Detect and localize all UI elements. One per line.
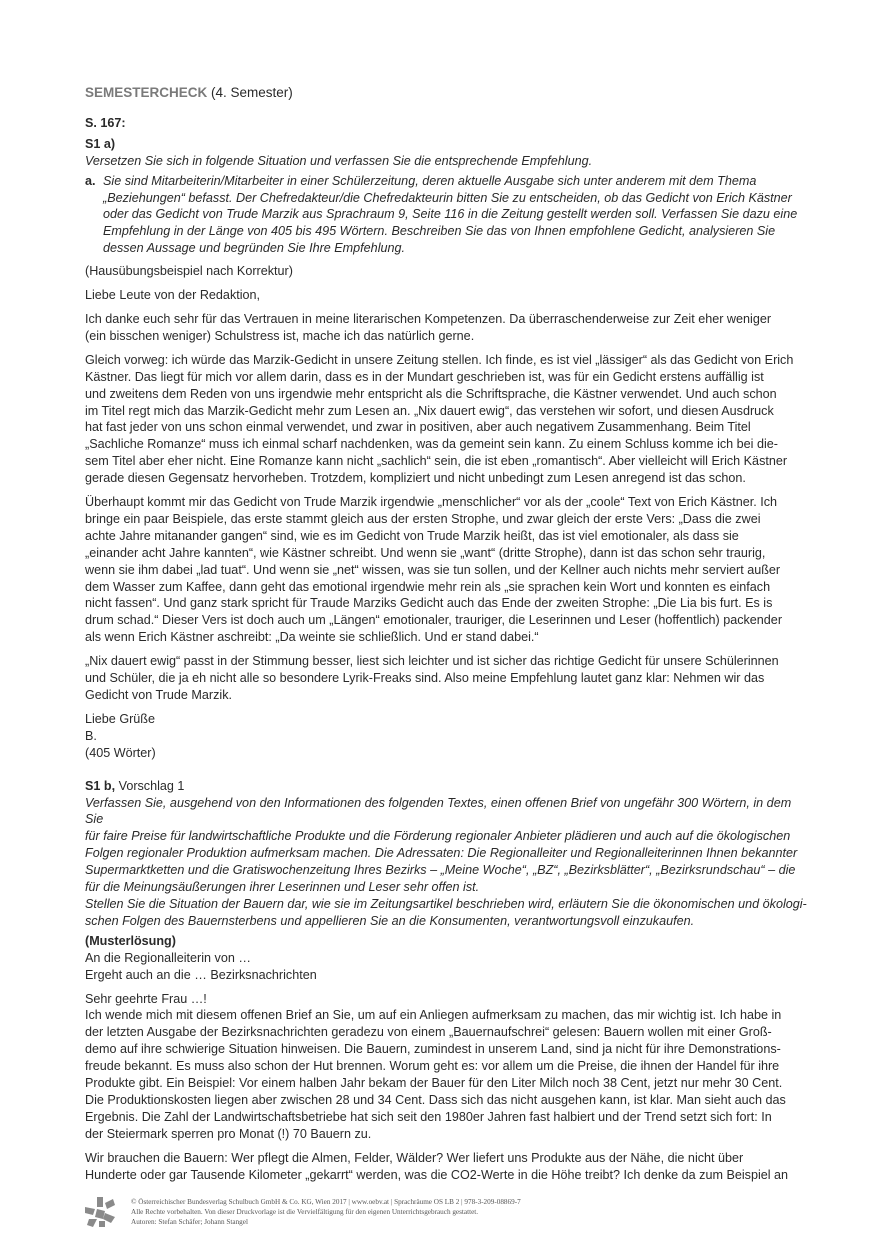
footer-line: Alle Rechte vorbehalten. Von dieser Druckvorlage ist die Vervielfältigung für den eigenen Unterrichtsgebrauch gestattet. — [131, 1208, 479, 1216]
text-line: Gleich vorweg: ich würde das Marzik-Gedicht in unsere Zeitung stellen. Ich finde, es ist viel „lässiger“ als das Gedicht von Erich — [85, 352, 794, 367]
letter-closing — [85, 711, 807, 762]
section-s1a-heading: S1 a) — [85, 136, 116, 151]
title-bold: SEMESTERCHECK — [85, 85, 208, 100]
letter-paragraph — [85, 1150, 807, 1184]
text-line: im Titel regt mich das Marzik-Gedicht mehr zum Lesen an. „Nix dauert ewig“, das verstehen wir sofort, und diesen Ausdruck — [85, 403, 774, 418]
text-line: der letzten Ausgabe der Bezirksnachrichten geradezu von einem „Bauernaufschrei“ gelesen: Bauern wollen mit einer Groß- — [85, 1025, 772, 1040]
text-line: Die Produktionskosten liegen aber zwischen 28 und 34 Cent. Dass sich das nicht ausgehen kann, ist klar. Man sieht auch das — [85, 1092, 786, 1107]
text-line: Überhaupt kommt mir das Gedicht von Trude Marzik irgendwie „menschlicher“ vor als der „coole“ Text von Erich Kästner. Ich — [85, 495, 777, 510]
task-line: Sie sind Mitarbeiterin/Mitarbeiter in einer Schülerzeitung, deren aktuelle Ausgabe sich unter anderem mit dem Thema — [103, 173, 757, 188]
s1b-heading-bold: S1 b, — [85, 778, 116, 793]
text-line: als wenn Erich Kästner aschreibt: „Da weinte sie schließlich. Und er stand dabei.“ — [85, 630, 539, 645]
text-line: achte Jahre mitanander gangen“ sind, wie es im Gedicht von Trude Marzik heißt, das ist viel emotionaler, als dass sie — [85, 528, 739, 543]
text-line: hat fast jeder von uns schon einmal verwendet, und zwar in positiven, aber auch negativem Zusammenhang. Beim Titel — [85, 420, 751, 435]
letter-address — [85, 950, 807, 984]
text-line: „Nix dauert ewig“ passt in der Stimmung besser, liest sich leichter und ist sicher das richtige Gedicht für unsere Schülerinnen — [85, 654, 779, 669]
closing-line: Liebe Grüße — [85, 711, 156, 726]
address-line: Ergeht auch an die … Bezirksnachrichten — [85, 967, 317, 982]
text-line: demo auf ihre schwierige Situation hinweisen. Die Bauern, zumindest in unserem Land, sind ja nicht für ihre Demonstrations- — [85, 1042, 781, 1057]
text-line: und zweitens dem Reden von uns irgendwie mehr entspricht als die Schriftsprache, die Kästner verwendet. Und auch schon — [85, 386, 777, 401]
footer-line: © Österreichischer Bundesverlag Schulbuch GmbH & Co. KG, Wien 2017 | www.oebv.at | Sprachräume OS LB 2 | 978-3-209-08869-7 — [131, 1198, 521, 1206]
task-line: Empfehlung in der Länge von 405 bis 495 Wörtern. Beschreiben Sie das von Ihnen empfohlene Gedicht, analysieren Sie — [103, 224, 776, 239]
text-line: bringe ein paar Beispiele, das erste stammt gleich aus der ersten Strophe, und zwar gleich der erste Vers: „Dass die zwei — [85, 511, 761, 526]
letter-paragraph — [85, 311, 807, 345]
text-line: Gedicht von Trude Marzik. — [85, 688, 232, 702]
text-line: Ergebnis. Die Zahl der Landwirtschaftsbetriebe hat sich seit den 1980er Jahren fast halbiert und der Trend setzt sich fort: In — [85, 1109, 772, 1124]
s1a-note: (Hausübungsbeispiel nach Korrektur) — [85, 264, 293, 279]
text-line: nicht fassen“. Und ganz stark spricht für Traude Marziks Gedicht auch das Ende der zweiten Strophe: „Die Lia bis furt. Es is — [85, 596, 773, 611]
task-line: oder das Gedicht von Trude Marzik aus Sprachraum 9, Seite 116 in die Zeitung gestellt werden soll. Verfassen Sie dazu eine — [103, 207, 798, 222]
instruction-line: Folgen regionaler Produktion aufmerksam machen. Die Adressaten: Die Regionalleiter und Regionalleiterinnen Ihnen bekannter — [85, 846, 798, 861]
text-line: „einander acht Jahre kannten“, wie Kästner schreibt. Und wenn sie „want“ (dritte Strophe), dann ist das schon sehr traurig, — [85, 545, 766, 560]
letter-paragraph — [85, 494, 807, 646]
footer-copyright — [131, 1197, 521, 1227]
section-s1b-heading — [85, 778, 807, 795]
text-line: (ein bisschen weniger) Schulstress ist, mache ich das natürlich gerne. — [85, 328, 475, 343]
instruction-line: Verfassen Sie, ausgehend von den Informationen des folgenden Textes, einen offenen Brief von ungefähr 300 Wörtern, in dem Sie — [85, 795, 792, 827]
text-line: der Steiermark sperren pro Monat (!) 70 Bauern zu. — [85, 1126, 372, 1141]
task-line: dessen Aussage und begründen Sie Ihre Empfehlung. — [103, 241, 405, 256]
s1a-task — [85, 173, 807, 258]
text-line: wenn sie ihm dabei „lad tuat“. Und wenn sie „net“ wissen, was sie tun sollen, und der Kellner auch nichts mehr serviert außer — [85, 562, 781, 577]
page-title — [85, 85, 807, 102]
letter-paragraph — [85, 352, 807, 487]
footer-line: Autoren: Stefan Schäfer; Johann Stangel — [131, 1218, 248, 1226]
title-semester: (4. Semester) — [207, 85, 293, 100]
task-label: a. — [85, 173, 96, 188]
text-line: Ich wende mich mit diesem offenen Brief an Sie, um auf ein Anliegen aufmerksam zu machen, das mir wichtig ist. Ich habe in — [85, 1008, 782, 1023]
s1a-instruction: Versetzen Sie sich in folgende Situation und verfassen Sie die entsprechende Empfehlung. — [85, 153, 593, 168]
signature: B. — [85, 728, 97, 743]
s1b-instruction — [85, 795, 807, 930]
oebv-logo-icon — [85, 1197, 115, 1227]
letter-paragraph — [85, 1007, 807, 1142]
text-line: Kästner. Das liegt für mich vor allem darin, dass es in der Mundart geschrieben ist, was für ein Gedicht erstens auffällig ist — [85, 369, 764, 384]
page-reference: S. 167: — [85, 115, 126, 130]
instruction-line: schen Folgen des Bauernsterbens und appellieren Sie an die Konsumenten, verantwortungsvoll einzukaufen. — [85, 913, 695, 928]
text-line: „Sachliche Romanze“ muss ich einmal scharf nachdenken, was da gemeint sein kann. Zu einem Schluss komme ich bei die- — [85, 437, 778, 452]
letter-salutation: Sehr geehrte Frau …! — [85, 991, 207, 1006]
instruction-line: für faire Preise für landwirtschaftliche Produkte und die Förderung regionaler Anbieter plädieren und auch auf die ökologischen — [85, 829, 791, 844]
word-count: (405 Wörter) — [85, 745, 156, 760]
text-line: sem Titel aber eher nicht. Eine Romanze kann nicht „sachlich“ sein, die ist eben „romantisch“. Aber vielleicht will Erich Kästner — [85, 454, 788, 469]
address-line: An die Regionalleiterin von … — [85, 950, 251, 965]
text-line: gerade diesen Gegensatz hervorheben. Trotzdem, kompliziert und nicht unbedingt zum Lesen anregend ist das schon. — [85, 471, 746, 486]
text-line: und Schüler, die ja eh nicht alle so besondere Lyrik-Freaks sind. Also meine Empfehlung lautet ganz klar: Nehmen wir das — [85, 671, 765, 686]
document-page — [85, 85, 807, 1183]
text-line: Produkte gibt. Ein Beispiel: Vor einem halben Jahr bekam der Bauer für den Liter Milch noch 38 Cent, jetzt nur mehr 30 Cent. — [85, 1076, 783, 1091]
text-line: drum schad.“ Dieser Vers ist doch auch um „Längen“ emotionaler, trauriger, die Leserinnen und Leser (hoffentlich) packender — [85, 613, 783, 628]
instruction-line: Stellen Sie die Situation der Bauern dar, wie sie im Zeitungsartikel beschrieben wird, erläutern Sie die ökonomischen und ökologi- — [85, 896, 807, 911]
text-line: dem Wasser zum Kaffee, dann geht das emotional irgendwie mehr rein als „sie sprachen kein Wort und konnten es einfach — [85, 579, 771, 594]
task-line: „Beziehungen“ befasst. Der Chefredakteur/die Chefredakteurin bitten Sie zu entscheiden, ob das Gedicht von Erich Kästner — [103, 190, 792, 205]
text-line: Ich danke euch sehr für das Vertrauen in meine literarischen Kompetenzen. Da überraschenderweise zur Zeit eher weniger — [85, 311, 772, 326]
text-line: Hunderte oder gar Tausende Kilometer „gekarrt“ werden, was die CO2-Werte in die Höhe treibt? Ich denke da zum Beispiel an — [85, 1167, 789, 1182]
letter-paragraph — [85, 653, 807, 704]
text-line: freude bekannt. Es muss also schon der Hut brennen. Worum geht es: vor allem um die Preise, die ihnen der Handel für ihre — [85, 1059, 780, 1074]
instruction-line: für die Meinungsäußerungen ihrer Leserinnen und Leser sehr offen ist. — [85, 880, 480, 895]
task-text — [103, 173, 807, 258]
instruction-line: Supermarktketten und die Gratiswochenzeitung Ihres Bezirks – „Meine Woche“, „BZ“, „Bezirksblätter“, „Bezirksrundschau“ – die — [85, 863, 796, 878]
solution-label: (Musterlösung) — [85, 933, 176, 948]
letter-greeting: Liebe Leute von der Redaktion, — [85, 288, 261, 303]
text-line: Wir brauchen die Bauern: Wer pflegt die Almen, Felder, Wälder? Wer liefert uns Produkte aus der Nähe, die nicht über — [85, 1150, 744, 1165]
s1b-heading-rest: Vorschlag 1 — [115, 778, 185, 793]
page-footer — [85, 1193, 807, 1233]
